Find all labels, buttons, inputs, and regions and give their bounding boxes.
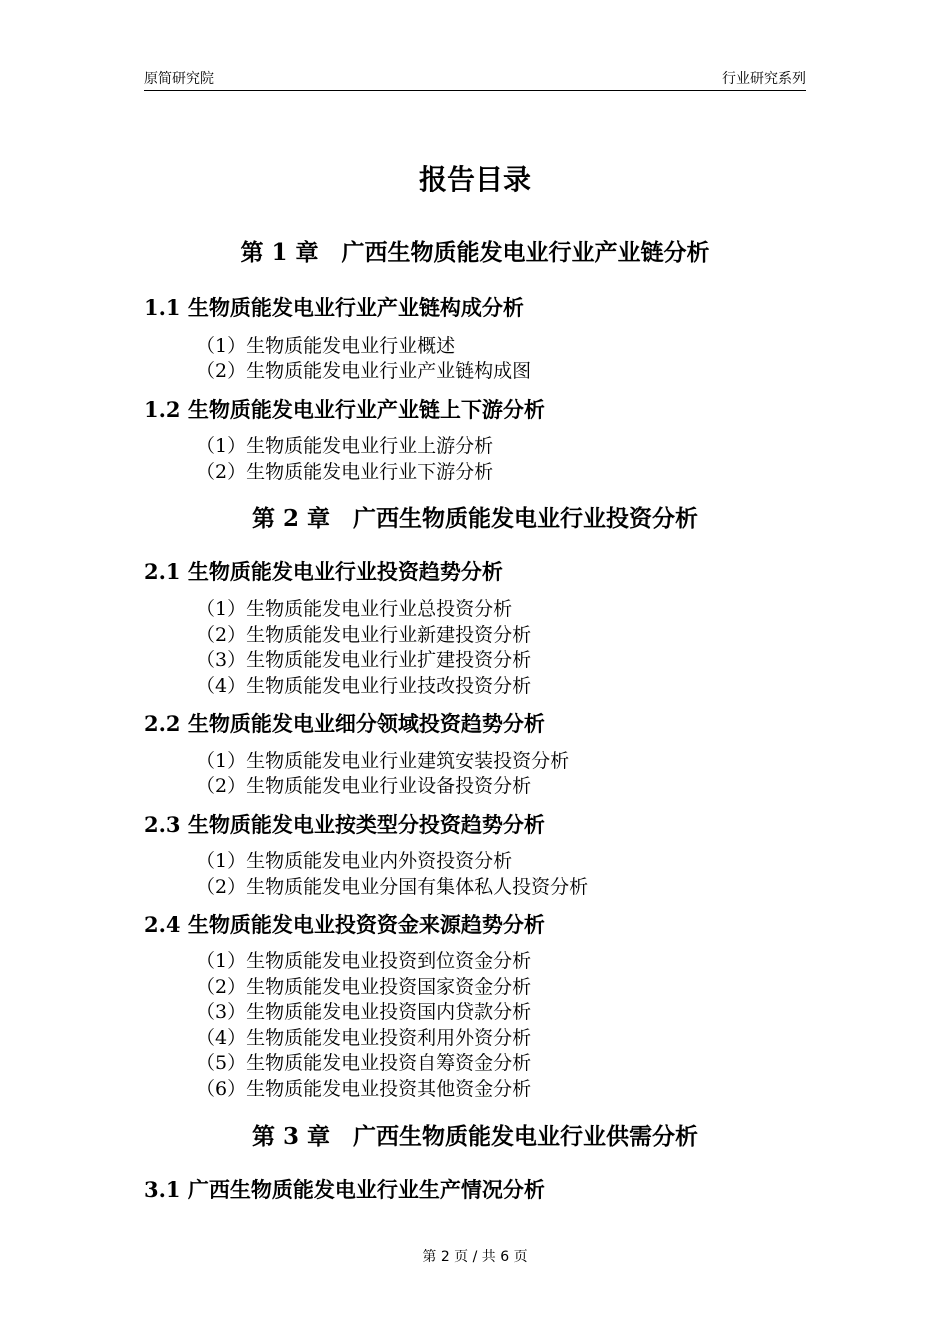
page-number: 第 2 页 / 共 6 页 bbox=[422, 1249, 528, 1265]
chapter-heading: 第 1 章 广西生物质能发电业行业产业链分析 bbox=[240, 239, 710, 266]
toc-item: （2）生物质能发电业行业下游分析 bbox=[196, 461, 494, 483]
toc-item: （3）生物质能发电业投资国内贷款分析 bbox=[196, 1001, 532, 1023]
toc-item: （1）生物质能发电业行业上游分析 bbox=[196, 435, 494, 457]
toc-item: （2）生物质能发电业投资国家资金分析 bbox=[196, 976, 532, 998]
page-header bbox=[144, 68, 806, 91]
section-heading: 2.2 生物质能发电业细分领域投资趋势分析 bbox=[144, 711, 545, 736]
toc-item: （1）生物质能发电业行业建筑安装投资分析 bbox=[196, 750, 570, 772]
header-org: 原简研究院 bbox=[144, 71, 214, 87]
toc-item: （4）生物质能发电业投资利用外资分析 bbox=[196, 1027, 532, 1049]
section-heading: 1.1 生物质能发电业行业产业链构成分析 bbox=[144, 295, 524, 320]
toc-item: （2）生物质能发电业行业新建投资分析 bbox=[196, 624, 532, 646]
section-heading: 2.4 生物质能发电业投资资金来源趋势分析 bbox=[144, 912, 545, 937]
toc-item: （2）生物质能发电业行业设备投资分析 bbox=[196, 775, 532, 797]
toc-item: （1）生物质能发电业投资到位资金分析 bbox=[196, 950, 532, 972]
toc-item: （3）生物质能发电业行业扩建投资分析 bbox=[196, 649, 532, 671]
toc-item: （2）生物质能发电业分国有集体私人投资分析 bbox=[196, 876, 589, 898]
toc-item: （1）生物质能发电业行业总投资分析 bbox=[196, 598, 513, 620]
toc-item: （6）生物质能发电业投资其他资金分析 bbox=[196, 1078, 532, 1100]
section-heading: 2.3 生物质能发电业按类型分投资趋势分析 bbox=[144, 812, 545, 837]
toc-item: （1）生物质能发电业行业概述 bbox=[196, 335, 456, 357]
toc-item: （1）生物质能发电业内外资投资分析 bbox=[196, 850, 513, 872]
section-heading: 2.1 生物质能发电业行业投资趋势分析 bbox=[144, 559, 503, 584]
section-heading: 1.2 生物质能发电业行业产业链上下游分析 bbox=[144, 397, 545, 422]
header-series: 行业研究系列 bbox=[722, 71, 806, 87]
toc-item: （4）生物质能发电业行业技改投资分析 bbox=[196, 675, 532, 697]
chapter-heading: 第 2 章 广西生物质能发电业行业投资分析 bbox=[251, 505, 699, 532]
toc-item: （5）生物质能发电业投资自筹资金分析 bbox=[196, 1052, 532, 1074]
page-title: 报告目录 bbox=[418, 163, 531, 196]
section-heading: 3.1 广西生物质能发电业行业生产情况分析 bbox=[144, 1177, 545, 1202]
toc-item: （2）生物质能发电业行业产业链构成图 bbox=[196, 360, 532, 382]
chapter-heading: 第 3 章 广西生物质能发电业行业供需分析 bbox=[251, 1123, 699, 1150]
